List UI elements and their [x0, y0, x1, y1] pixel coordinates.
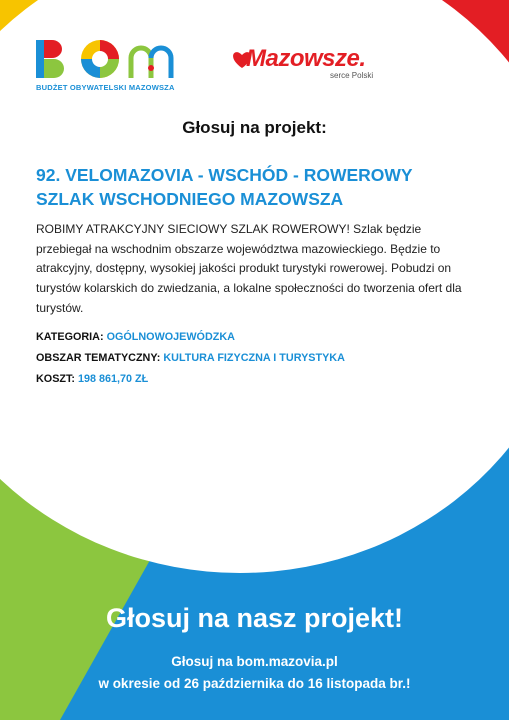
cta-heading: Głosuj na nasz projekt! [105, 603, 404, 633]
bom-caption: BUDŻET OBYWATELSKI MAZOWSZA [36, 83, 175, 92]
bom-letter-m-dot [148, 65, 154, 71]
cost-label: KOSZT: [36, 373, 75, 385]
bom-letter-m-left [131, 48, 151, 78]
thematic-area-label: OBSZAR TEMATYCZNY: [36, 352, 161, 364]
category-row [36, 331, 235, 343]
bom-letter-o-hole [92, 51, 108, 67]
cta-dates-line: w okresie od 26 października do 16 listopada br.! [98, 676, 411, 691]
thematic-area-row [36, 352, 345, 364]
category-value: OGÓLNOWOJEWÓDZKA [106, 331, 235, 343]
project-description: ROBIMY ATRAKCYJNY SIECIOWY SZLAK ROWEROWY! Szlak będzie przebiegał na wschodnim obszarze województwa mazowieckiego. Będzie to atrakcyjny, dostępny, wysokiej jakości produkt turystyki rowerowej. Pobudzi on turystów kolarskich do zwiedzania, a lokalne społeczności do tworzenia ofert dla turystów. [36, 222, 462, 315]
bom-letter-m-right [151, 48, 171, 78]
bom-letter-b-stem [36, 40, 44, 78]
vote-heading: Głosuj na projekt: [182, 118, 327, 137]
cost-row [36, 373, 148, 385]
bom-letter-b-bottom [44, 59, 64, 78]
mazowsze-logo-text: Mazowsze. [246, 45, 366, 72]
mazowsze-tagline: serce Polski [330, 71, 374, 80]
cost-value: 198 861,70 ZŁ [78, 373, 149, 385]
cta-website-line: Głosuj na bom.mazovia.pl [171, 654, 338, 669]
category-label: KATEGORIA: [36, 331, 104, 343]
thematic-area-value: KULTURA FIZYCZNA I TURYSTYKA [163, 352, 345, 364]
project-title: 92. VELOMAZOVIA - WSCHÓD - ROWEROWY SZLAK WSCHODNIEGO MAZOWSZA [36, 165, 413, 209]
bom-letter-b-top [44, 40, 62, 58]
